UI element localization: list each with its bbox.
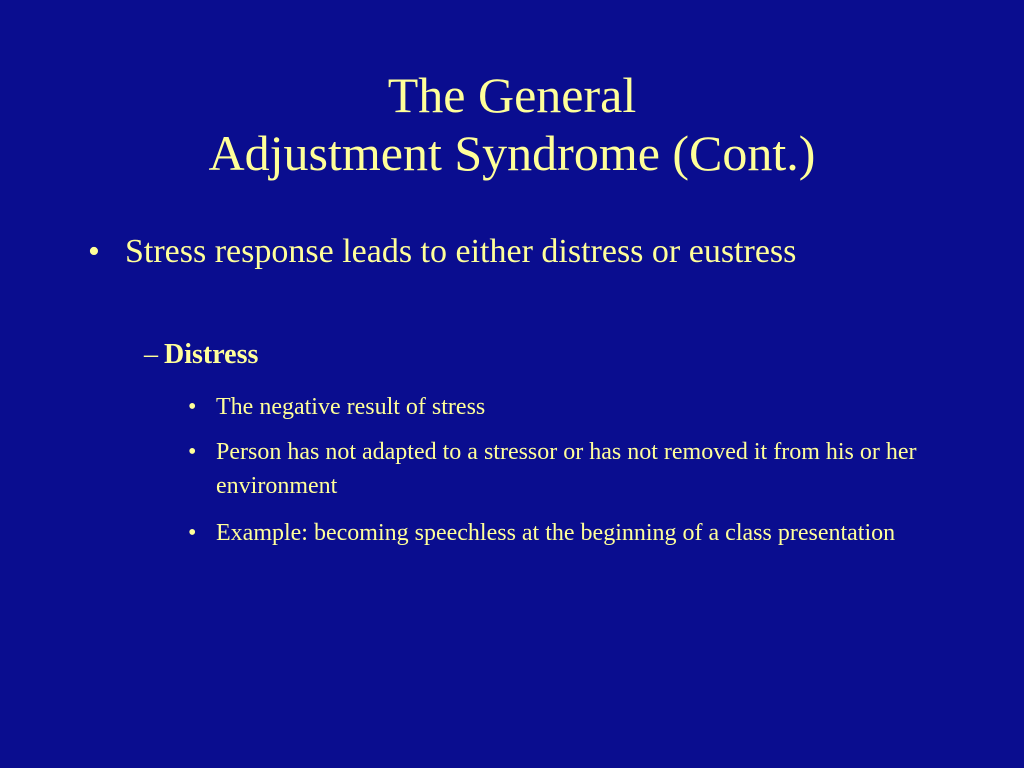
bullet-text: Stress response leads to either distress or eustress xyxy=(125,233,797,270)
bullet-level3-item xyxy=(188,435,928,503)
title-line-2: Adjustment Syndrome (Cont.) xyxy=(208,125,816,181)
title-line-1: The General xyxy=(387,67,637,123)
slide-title xyxy=(0,66,1024,182)
bullet-text: Distress xyxy=(164,339,259,370)
bullet-level1-item xyxy=(88,230,888,274)
bullet-icon: • xyxy=(188,394,197,420)
bullet-text: Person has not adapted to a stressor or has not removed it from his or her environment xyxy=(216,439,917,499)
bullet-icon: • xyxy=(88,233,100,270)
bullet-level3-item xyxy=(188,390,928,424)
bullet-text: Example: becoming speechless at the beginning of a class presentation xyxy=(216,520,896,546)
bullet-icon: • xyxy=(188,520,197,546)
bullet-icon: • xyxy=(188,439,197,465)
bullet-level2-item xyxy=(144,337,258,373)
dash-icon: – xyxy=(144,339,158,370)
bullet-level3-item xyxy=(188,516,928,550)
bullet-text: The negative result of stress xyxy=(216,394,486,420)
